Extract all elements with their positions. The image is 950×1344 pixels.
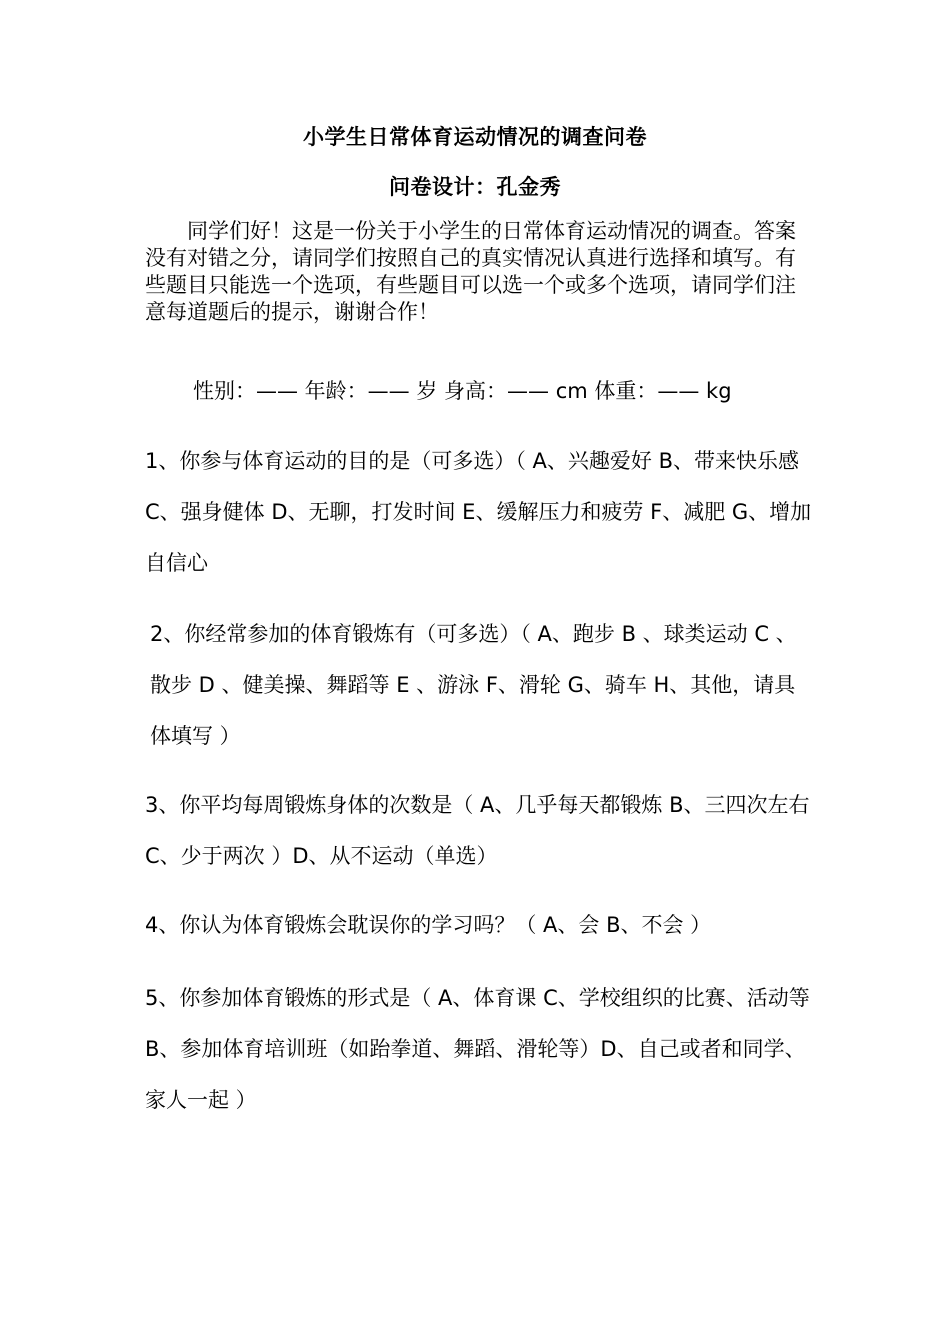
question-4: 4、你认为体育锻炼会耽误你的学习吗？（ A、会 B、不会 ） [145, 913, 712, 937]
intro-paragraph: 同学们好！这是一份关于小学生的日常体育运动情况的调查。答案没有对错之分，请同学们按照自己的真实情况认真进行选择和填写。有些题目只能选一个选项，有些题目可以选一个或多个选项，请同学们注意每道题后的提示，谢谢合作！ [145, 219, 796, 324]
question-5: 5、你参加体育锻炼的形式是（ A、体育课 C、学校组织的比赛、活动等 B、参加体育培训班（如跆拳道、舞蹈、滑轮等）D、自己或者和同学、家人一起 ） [145, 986, 810, 1112]
document-title: 小学生日常体育运动情况的调查问卷 [303, 125, 647, 149]
question-1: 1、你参与体育运动的目的是（可多选）（ A、兴趣爱好 B、带来快乐感 C、强身健体 D、无聊，打发时间 E、缓解压力和疲劳 F、减肥 G、增加自信心 [145, 449, 812, 575]
question-3: 3、你平均每周锻炼身体的次数是（ A、几乎每天都锻炼 B、三四次左右 C、少于两次 ）D、从不运动（单选） [145, 793, 810, 868]
personal-info-line: 性别：—— 年龄：—— 岁 身高：—— cm 体重：—— kg [193, 379, 732, 403]
document-designer: 问卷设计：孔金秀 [389, 175, 561, 199]
question-2: 2、你经常参加的体育锻炼有（可多选）（ A、跑步 B 、球类运动 C 、散步 D 、健美操、舞蹈等 E 、游泳 F、滑轮 G、骑车 H、其他，请具体填写 ） [150, 622, 797, 748]
